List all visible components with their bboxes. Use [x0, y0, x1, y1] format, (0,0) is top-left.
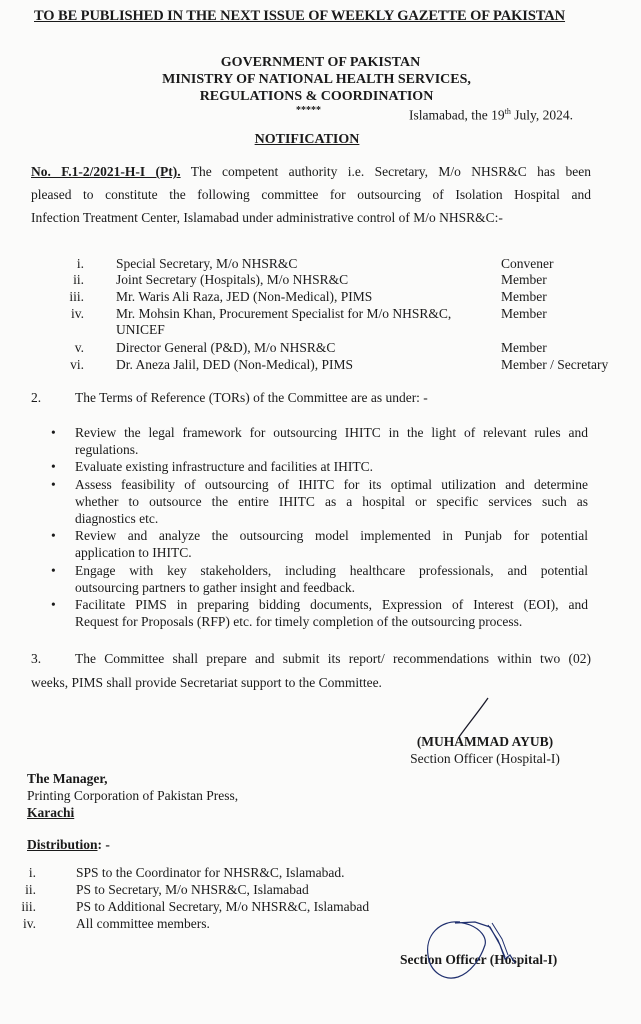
intro-line-3: Infection Treatment Center, Islamabad under administrative control of M/o NHSR&C:- — [31, 210, 503, 225]
bullet-icon: • — [51, 459, 56, 475]
distribution-heading: Distribution: - — [27, 837, 110, 852]
footer-signatory-designation: Section Officer (Hospital-I) — [400, 952, 558, 967]
tor-item: • Review the legal framework for outsourcing IHITC in the light of relevant rules and regulations. — [51, 425, 588, 458]
gazette-publication-notice: TO BE PUBLISHED IN THE NEXT ISSUE OF WEEKLY GAZETTE OF PAKISTAN — [34, 8, 566, 24]
tor-item: • Assess feasibility of outsourcing of IHITC for its optimal utilization and determine whether to outsource the entire IHITC as a hospital or specific services such as diagnostics etc. — [51, 476, 588, 527]
ink-signature-icon — [420, 915, 540, 985]
intro-line-2: pleased to constitute the following committee for outsourcing of Isolation Hospital and — [31, 187, 591, 202]
issue-date: Islamabad, the 19th July, 2024. — [409, 107, 573, 123]
member-role: Member — [501, 306, 547, 321]
bullet-icon: • — [51, 597, 56, 613]
header-separator-stars: ***** — [296, 105, 321, 116]
member-role: Convener — [501, 256, 554, 271]
bullet-icon: • — [51, 425, 56, 440]
addressee-title: The Manager, — [27, 771, 108, 786]
member-role: Member — [501, 340, 547, 355]
bullet-icon: • — [51, 562, 56, 578]
tor-item: • Engage with key stakeholders, including healthcare professionals, and potential outsourcing partners to gather insight and feedback. — [51, 562, 588, 595]
para-3-line-1: The Committee shall prepare and submit its report/ recommendations within two (02) — [75, 651, 591, 666]
ministry-heading-line1: MINISTRY OF NATIONAL HEALTH SERVICES, — [162, 72, 471, 87]
reference-number: No. F.1-2/2021-H-I (Pt). — [31, 164, 181, 179]
gazette-notification-page: TO BE PUBLISHED IN THE NEXT ISSUE OF WEEKLY GAZETTE OF PAKISTAN GOVERNMENT OF PAKISTAN MINISTRY OF NATIONAL HEALTH SERVICES, REGULATIONS & COORDINATION ***** Islamabad, the 19th July, 2024. NOTIFICATION No. F.1-2/2021-H-I (Pt). The competent authority i.e. Secretary, M/o NHSR&C has been pleased to constitute the following committee for outsourcing of Isolation Hospital and Infection Treatment Center, Islamabad under administrative control of M/o NHSR&C:- i. Special Secretary, M/o NHSR&C Convener ii. Joint Secretary (Hospitals), M/o NHSR&C Member iii. Mr. Waris Ali Raza, JED (Non-Medical), PIMS Member iv. Mr. Mohsin Khan, Procurement Specialist for M/o NHSR&C, Member UNICEF v. Director General (P&D), M/o NHSR&C Member vi. Dr. Aneza Jalil, DED (Non-Medical), PIMS Member / Secretary 2. The Terms of Reference (TORs) of the Committee are as under: - • Review the legal framework for outsourcing IHITC in the light of relevant rules and regulations. • Evaluate existing infrastructure and facilities at IHITC. • Assess feasibility of outsourcing of IHITC for its optimal utilization and determine whether to outsource the entire IHITC as a hospital or specific services such as diagnostics etc. • Review and analyze the outsourcing model implemented in Punjab for potential application to IHITC. • Engage with key stakeholders, including healthcare professionals, and potential outsourcing partners to gather insight and feedback. • Facilitate PIMS in preparing bidding documents, Expression of Interest (EOI), and Request for Proposals (RFP) etc. for timely completion of the outsourcing process. 3. The Committee shall prepare and submit its report/ recommendations within two (02) weeks, PIMS shall provide Secretariat support to the Committee. (MUHAMMAD AYUB) Section Officer (Hospital-I) The Manager, Printing Corporation of Pakistan Press, Karachi Distribution: - i. SPS to the Coordinator for NHSR&C, Islamabad. ii. PS to Secretary, M/o NHSR&C, Islamabad iii. PS to Additional Secretary, M/o NHSR&C, Islamabad iv. All committee members. Section Officer (Hospital-I) — [0, 0, 641, 1024]
intro-paragraph — [31, 160, 591, 229]
addressee-organization: Printing Corporation of Pakistan Press, — [27, 788, 239, 803]
addressee-city: Karachi — [27, 805, 75, 820]
notification-title: NOTIFICATION — [254, 132, 360, 147]
tor-item: • Facilitate PIMS in preparing bidding documents, Expression of Interest (EOI), and Request for Proposals (RFP) etc. for timely completion of the outsourcing process. — [51, 597, 588, 630]
para-3-line-2: weeks, PIMS shall provide Secretariat support to the Committee. — [31, 675, 382, 690]
signatory-designation: Section Officer (Hospital-I) — [410, 751, 560, 766]
ministry-heading-line2: REGULATIONS & COORDINATION — [199, 89, 434, 104]
government-heading: GOVERNMENT OF PAKISTAN — [220, 55, 421, 70]
intro-line-1: No. F.1-2/2021-H-I (Pt). The competent authority i.e. Secretary, M/o NHSR&C has been — [31, 164, 591, 179]
bullet-icon: • — [51, 528, 56, 544]
member-role: Member / Secretary — [501, 357, 609, 372]
terms-of-reference-list — [48, 424, 588, 630]
tor-item: • Evaluate existing infrastructure and facilities at IHITC. — [51, 459, 374, 475]
para-2-number: 2. — [31, 390, 42, 405]
signatory-name: (MUHAMMAD AYUB) — [416, 734, 554, 749]
member-role: Member — [501, 272, 547, 287]
tor-item: • Review and analyze the outsourcing model implemented in Punjab for potential application to IHITC. — [51, 528, 588, 561]
para-2-text: The Terms of Reference (TORs) of the Committee are as under: - — [75, 390, 428, 405]
member-role: Member — [501, 289, 547, 304]
bullet-icon: • — [51, 476, 56, 492]
para-3-number: 3. — [31, 651, 42, 666]
